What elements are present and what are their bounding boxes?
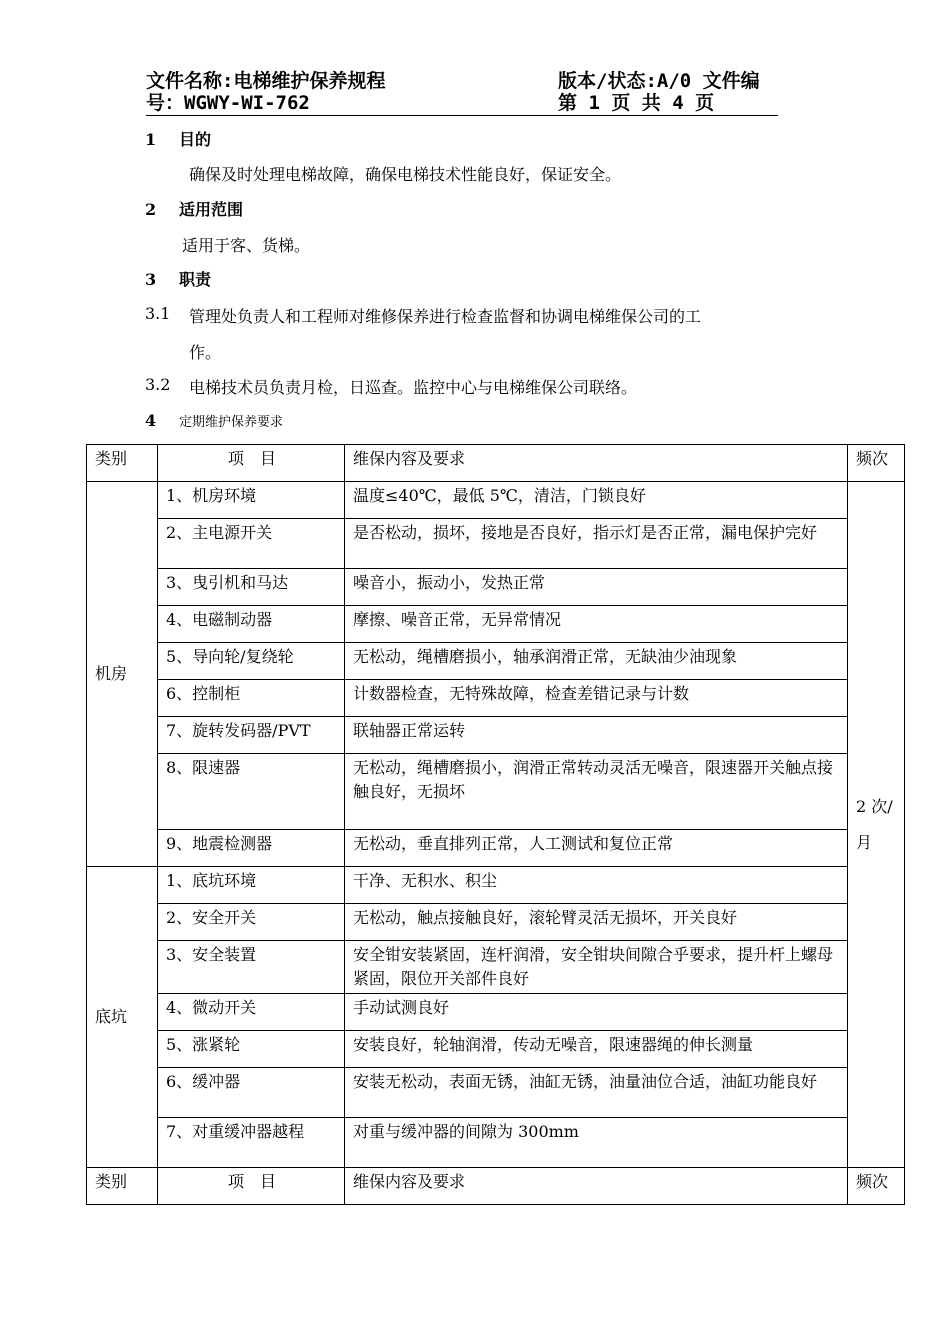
table-row [87, 1068, 905, 1118]
section-3-heading [145, 267, 211, 290]
item-cell: 2、安全开关 [158, 904, 345, 941]
section-title: 适用范围 [179, 200, 244, 219]
table-row [87, 1118, 905, 1168]
maintenance-table [86, 444, 905, 1205]
content-cell: 无松动，绳槽磨损小，润滑正常转动灵活无噪音，限速器开关触点接触良好，无损坏 [345, 754, 848, 830]
item-cell: 4、微动开关 [158, 994, 345, 1031]
table-row [87, 754, 905, 830]
item-cell: 4、电磁制动器 [158, 606, 345, 643]
table-footer-row [87, 1168, 905, 1205]
content-cell: 计数器检查，无特殊故障，检查差错记录与计数 [345, 680, 848, 717]
item-cell: 6、控制柜 [158, 680, 345, 717]
header-frequency: 频次 [848, 445, 905, 482]
item-cell: 6、缓冲器 [158, 1068, 345, 1118]
section-title: 定期维护保养要求 [179, 415, 284, 430]
header-page-number: 第 1 页 共 4 页 [558, 92, 715, 114]
content-cell: 摩擦、噪音正常，无异常情况 [345, 606, 848, 643]
section-number: 3 [145, 270, 157, 289]
para-3-1-number: 3.1 [145, 304, 171, 323]
footer-frequency: 频次 [848, 1168, 905, 1205]
content-cell: 安全钳安装紧固，连杆润滑，安全钳块间隙合乎要求，提升杆上螺母紧固，限位开关部件良好 [345, 941, 848, 994]
frequency-line1: 2 次/ [856, 796, 893, 816]
header-file-name: 文件名称:电梯维护保养规程 [146, 70, 386, 92]
content-cell: 安装良好，轮轴润滑，传动无噪音，限速器绳的伸长测量 [345, 1031, 848, 1068]
table-row [87, 1031, 905, 1068]
item-cell: 7、对重缓冲器越程 [158, 1118, 345, 1168]
section-number: 4 [145, 411, 157, 430]
content-cell: 安装无松动，表面无锈，油缸无锈，油量油位合适，油缸功能良好 [345, 1068, 848, 1118]
content-cell: 是否松动，损坏，接地是否良好，指示灯是否正常，漏电保护完好 [345, 519, 848, 569]
content-cell: 噪音小，振动小，发热正常 [345, 569, 848, 606]
header-category: 类别 [87, 445, 158, 482]
content-cell: 对重与缓冲器的间隙为 300mm [345, 1118, 848, 1168]
section-2-body: 适用于客、货梯。 [182, 236, 311, 255]
section-number: 1 [145, 130, 157, 149]
header-item: 项 目 [158, 445, 345, 482]
table-row [87, 904, 905, 941]
item-cell: 1、机房环境 [158, 482, 345, 519]
section-4-heading [145, 411, 283, 430]
frequency-cell [848, 482, 905, 1168]
section-title: 职责 [179, 270, 212, 289]
category-pit: 底坑 [87, 867, 158, 1168]
header-version: 版本/状态:A/0 文件编 [558, 70, 760, 92]
table-row [87, 717, 905, 754]
section-1-body: 确保及时处理电梯故障，确保电梯技术性能良好，保证安全。 [189, 165, 622, 184]
content-cell: 干净、无积水、积尘 [345, 867, 848, 904]
table-row [87, 680, 905, 717]
item-cell: 7、旋转发码器/PVT [158, 717, 345, 754]
section-title: 目的 [179, 130, 212, 149]
footer-content: 维保内容及要求 [345, 1168, 848, 1205]
para-3-2-text: 电梯技术员负责月检，日巡查。监控中心与电梯维保公司联络。 [189, 378, 638, 397]
para-3-1-line1: 管理处负责人和工程师对维修保养进行检查监督和协调电梯维保公司的工 [189, 307, 702, 326]
header-rule [146, 115, 778, 116]
table-row [87, 994, 905, 1031]
table-row [87, 941, 905, 994]
content-cell: 无松动，绳槽磨损小，轴承润滑正常，无缺油少油现象 [345, 643, 848, 680]
footer-category: 类别 [87, 1168, 158, 1205]
section-number: 2 [145, 200, 157, 219]
table-row [87, 606, 905, 643]
category-machine-room: 机房 [87, 482, 158, 867]
content-cell: 联轴器正常运转 [345, 717, 848, 754]
header-content: 维保内容及要求 [345, 445, 848, 482]
content-cell: 手动试测良好 [345, 994, 848, 1031]
header-doc-number: 号：WGWY-WI-762 [146, 92, 310, 114]
item-cell: 5、导向轮/复绕轮 [158, 643, 345, 680]
item-cell: 3、安全装置 [158, 941, 345, 994]
frequency-line2: 月 [856, 832, 873, 852]
section-1-heading [145, 127, 211, 150]
item-cell: 3、曳引机和马达 [158, 569, 345, 606]
table-header-row [87, 445, 905, 482]
table-row [87, 643, 905, 680]
content-cell: 无松动，垂直排列正常，人工测试和复位正常 [345, 830, 848, 867]
table-row [87, 519, 905, 569]
content-cell: 温度≤40℃，最低 5℃，清洁，门锁良好 [345, 482, 848, 519]
item-cell: 8、限速器 [158, 754, 345, 830]
item-cell: 1、底坑环境 [158, 867, 345, 904]
footer-item: 项 目 [158, 1168, 345, 1205]
content-cell: 无松动，触点接触良好，滚轮臂灵活无损坏，开关良好 [345, 904, 848, 941]
item-cell: 5、涨紧轮 [158, 1031, 345, 1068]
table-row [87, 482, 905, 519]
table-row [87, 830, 905, 867]
para-3-1-line2: 作。 [189, 343, 222, 362]
table-row [87, 569, 905, 606]
item-cell: 2、主电源开关 [158, 519, 345, 569]
table-row [87, 867, 905, 904]
para-3-2-number: 3.2 [145, 375, 171, 394]
section-2-heading [145, 197, 243, 220]
item-cell: 9、地震检测器 [158, 830, 345, 867]
